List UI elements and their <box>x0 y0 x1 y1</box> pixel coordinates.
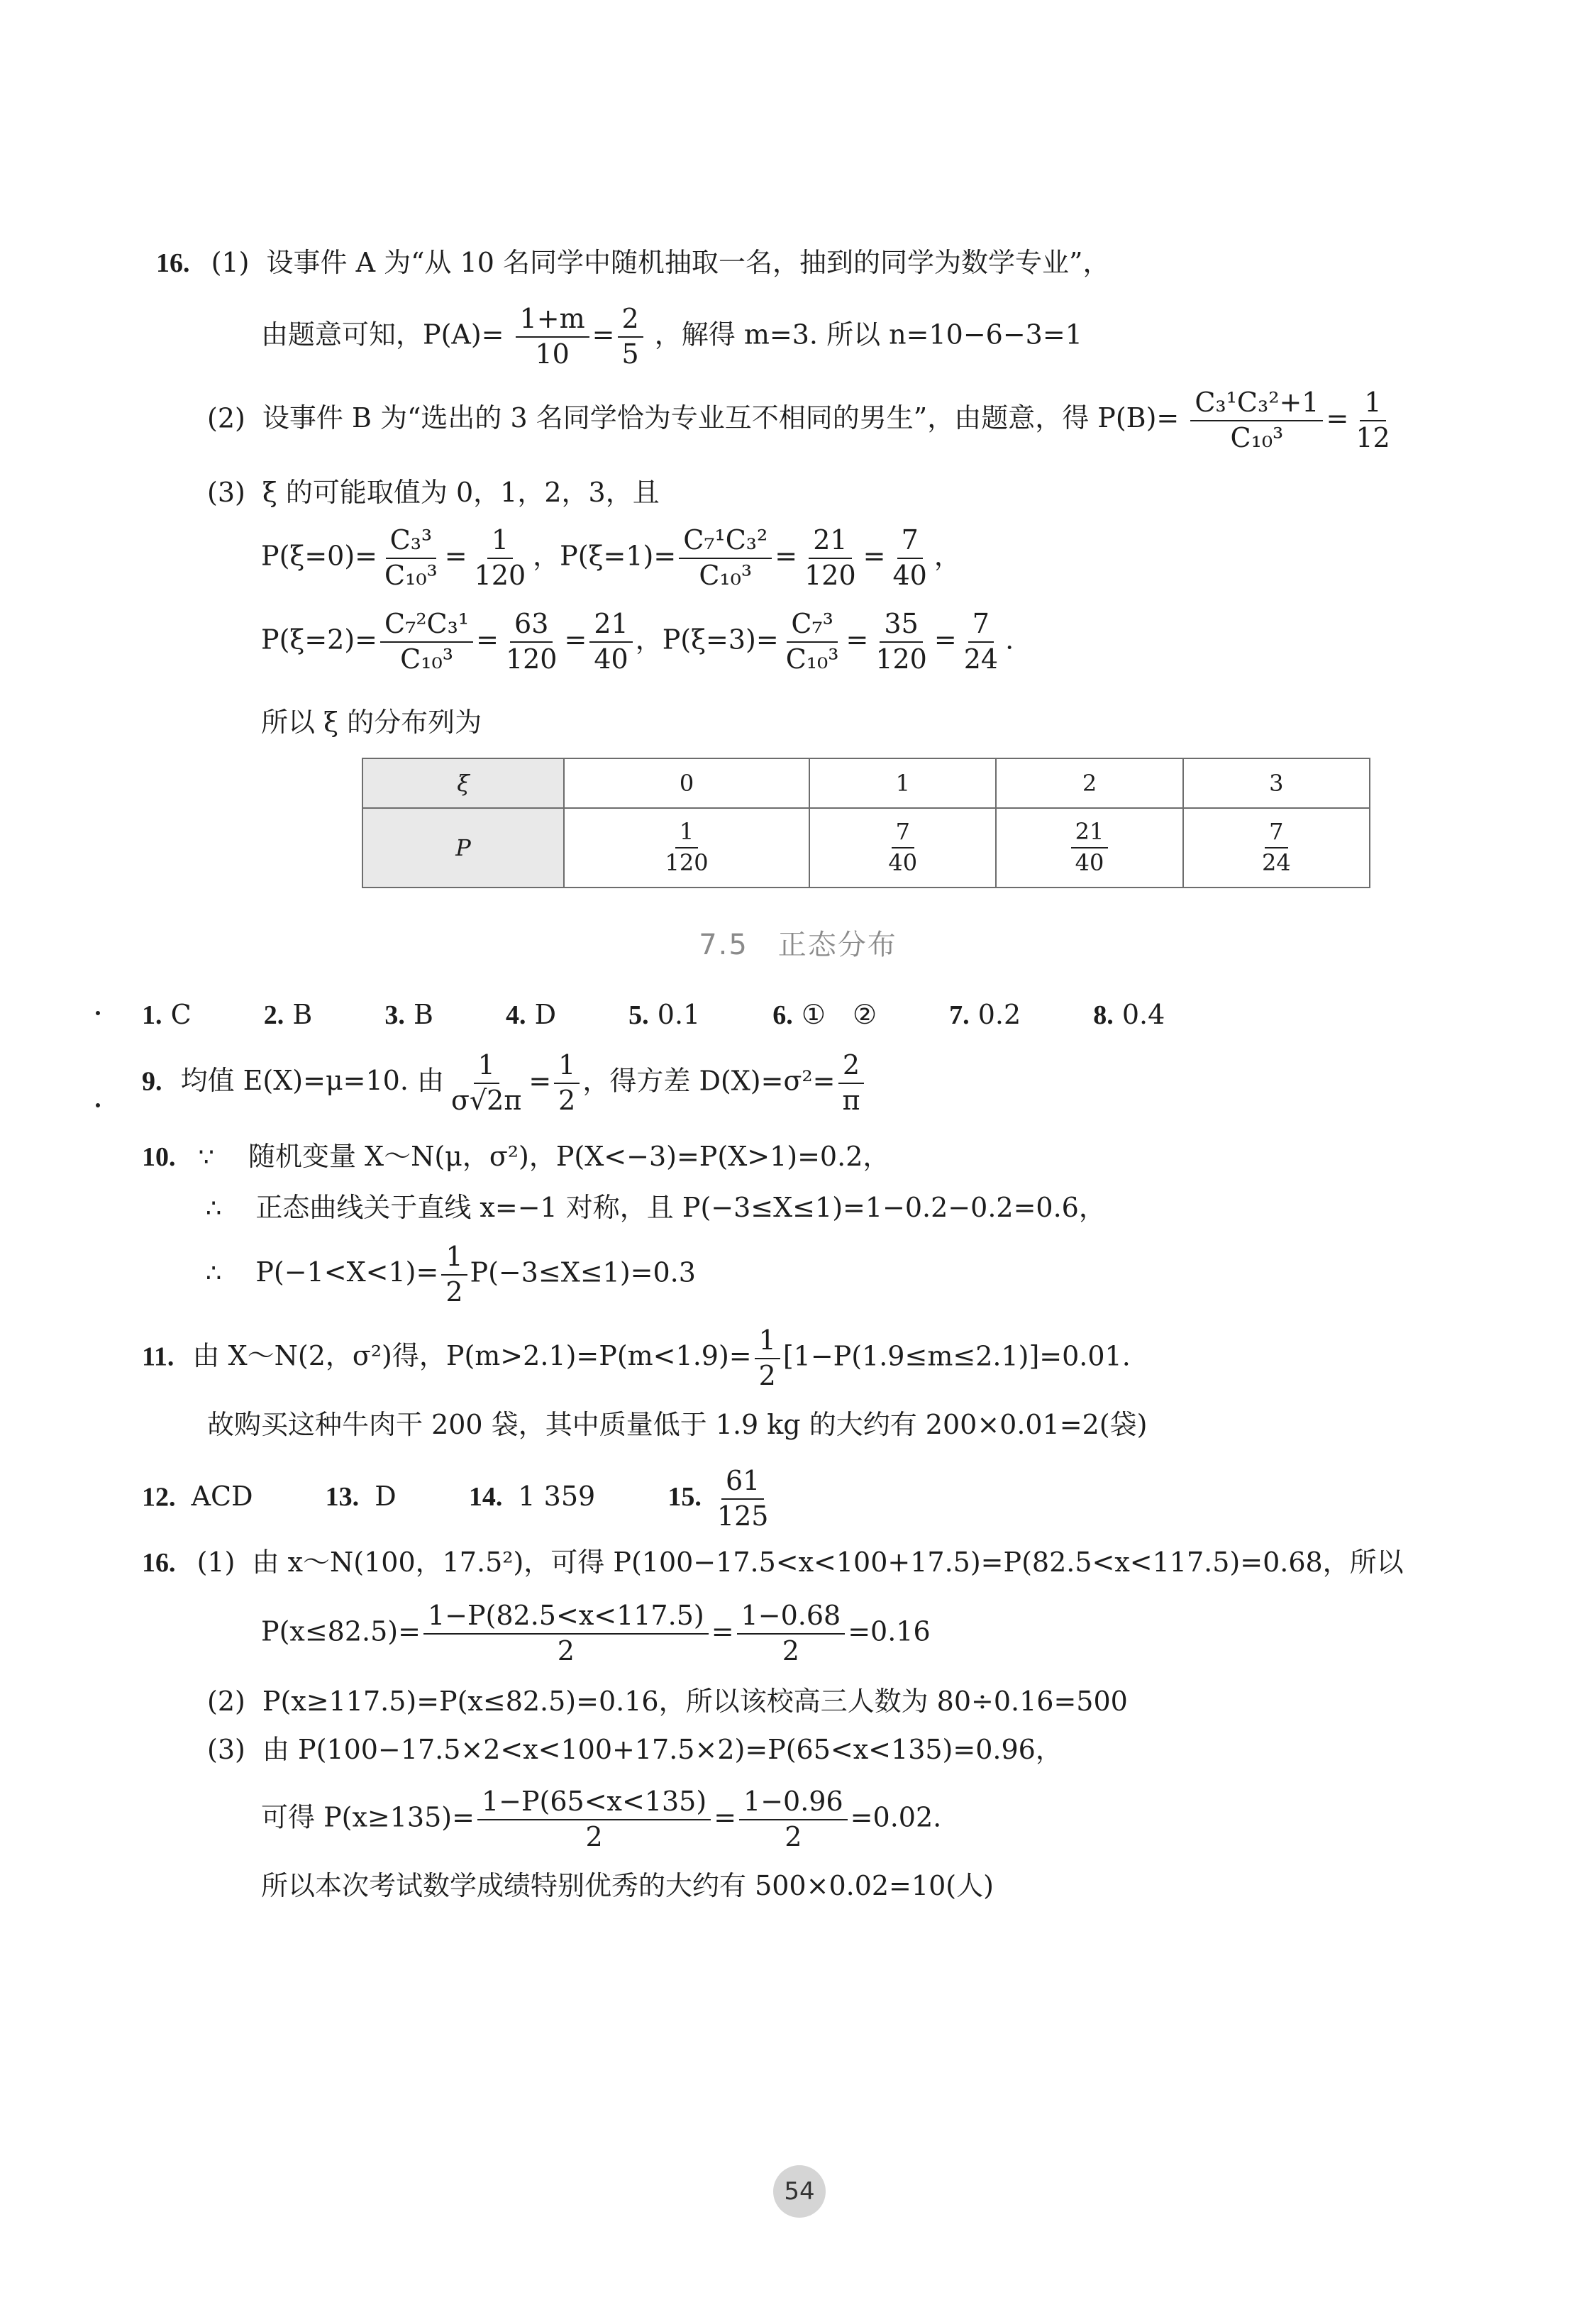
text: ，P(ξ=3)= <box>635 624 779 656</box>
answer: D <box>375 1481 397 1513</box>
question-number: 10. <box>142 1142 176 1172</box>
fraction <box>380 610 473 674</box>
denominator: 40 <box>892 559 927 591</box>
denominator: C₁₀³ <box>400 643 453 675</box>
q10-line2 <box>206 1192 1106 1224</box>
q10-line1 <box>142 1141 890 1174</box>
question-number: 16. <box>142 1548 176 1578</box>
q16b-part1-line1 <box>142 1547 1404 1580</box>
margin-dot <box>96 1103 100 1107</box>
fraction <box>1258 820 1295 875</box>
question-number: 16. <box>156 248 190 278</box>
denominator: 40 <box>594 643 628 675</box>
part-label: (1) <box>211 247 250 278</box>
numerator: 1 <box>441 1243 467 1276</box>
part-label: (1) <box>196 1547 235 1578</box>
question-number: 6. <box>772 1000 793 1030</box>
denominator: 10 <box>535 338 570 370</box>
answer: B <box>292 999 313 1030</box>
fraction <box>618 305 643 369</box>
numerator: 1−P(82.5<x<117.5) <box>423 1602 709 1635</box>
q16b-part3-line3: 所以本次考试数学成绩特别优秀的大约有 500×0.02=10(人) <box>261 1870 994 1901</box>
numerator: 1+m <box>516 305 589 338</box>
fraction <box>447 1051 526 1115</box>
table-row <box>362 808 1370 888</box>
q16a-part2: (2) 设事件 B 为“选出的 3 名同学恰为专业互不相同的男生”，由题意，得 P(B)= $\frac{\text{C₃¹C₃²+1}}{\text{C₁₀³}}$ = $\frac{1}{12}$ <box>207 389 1397 453</box>
denominator: C₁₀³ <box>1230 421 1284 453</box>
table-header-xi: ξ <box>362 758 564 808</box>
text: P(ξ=2)= <box>261 624 378 656</box>
fraction <box>477 1788 711 1852</box>
question-number: 15. <box>667 1482 702 1513</box>
denominator: 120 <box>505 643 558 675</box>
question-number: 12. <box>142 1482 176 1513</box>
q16a-line2: 由题意可知，P(A)= $\frac{1+m}{10}$ = $\frac{2}{5}$ ，解得 m=3. 所以 n=10−6−3=1 <box>261 303 1082 370</box>
table-cell: 0 <box>564 758 809 808</box>
fraction <box>423 1602 709 1666</box>
q16b-part2 <box>207 1686 1128 1718</box>
text: =0.16 <box>848 1615 931 1647</box>
text: 设事件 B 为“选出的 3 名同学恰为专业互不相同的男生”，由题意，得 P(B)= <box>262 402 1180 434</box>
q16a-part3 <box>207 477 660 509</box>
answer: 1 359 <box>518 1481 596 1513</box>
therefore-symbol: ∴ <box>206 1195 222 1223</box>
q16a-part3-line1: P(ξ=0)= $\frac{\text{C₃³}}{\text{C₁₀³}}$ = $\frac{1}{120}$ ，P(ξ=1)= $\frac{\text{C₇¹C₃²}}{\text{C₁₀³}}$ = $\frac{21}{120}$ = $\frac{7}{40}$ ， <box>261 524 961 591</box>
question-number: 5. <box>628 1000 649 1030</box>
numerator: 1 <box>675 820 698 848</box>
denominator: 120 <box>474 559 526 591</box>
answer: B <box>413 999 433 1030</box>
section-title: 7.5 正态分布 <box>699 929 897 961</box>
answer: ① ② <box>801 999 877 1030</box>
numerator: C₃¹C₃²+1 <box>1190 389 1323 421</box>
fraction <box>380 526 442 590</box>
numerator: 63 <box>510 610 553 643</box>
fraction <box>1190 389 1323 453</box>
numerator: 1−P(65<x<135) <box>477 1788 711 1820</box>
q10-line3 <box>206 1243 696 1307</box>
fraction <box>501 610 562 674</box>
question-number: 13. <box>325 1482 360 1513</box>
question-number: 1. <box>142 1000 162 1030</box>
numerator: 1 <box>474 1051 499 1084</box>
question-number: 11. <box>142 1342 174 1372</box>
fraction <box>884 820 921 875</box>
denominator: 125 <box>716 1500 769 1532</box>
denominator: 120 <box>665 849 709 876</box>
text: 可得 P(x≥135)= <box>261 1801 475 1833</box>
distribution-table <box>362 758 1370 888</box>
table-header-p: P <box>362 808 564 888</box>
numerator: 1 <box>554 1051 580 1084</box>
text: =0.02. <box>850 1801 942 1833</box>
numerator: 2 <box>618 305 643 338</box>
answer: 0.1 <box>657 999 701 1030</box>
numerator: 1 <box>1360 389 1385 421</box>
answer: C <box>170 999 192 1030</box>
numerator: 21 <box>1071 820 1109 848</box>
numerator: 7 <box>892 820 914 848</box>
numerator: 1−0.96 <box>739 1788 848 1820</box>
q16b-part3-line1 <box>207 1734 1063 1767</box>
numerator: 7 <box>1265 820 1287 848</box>
text: P(x≥117.5)=P(x≤82.5)=0.16，所以该校高三人数为 80÷0.16=500 <box>262 1686 1128 1717</box>
numerator: C₇¹C₃² <box>679 526 772 559</box>
text: 由 P(100−17.5×2<x<100+17.5×2)=P(65<x<135)=0.96， <box>262 1734 1063 1765</box>
fraction <box>679 526 772 590</box>
text: 由 x～N(100，17.5²)，可得 P(100−17.5<x<100+17.5)=P(82.5<x<117.5)=0.68，所以 <box>252 1547 1404 1578</box>
table-cell <box>809 808 996 888</box>
numerator: 7 <box>897 526 923 559</box>
denominator: π <box>842 1084 860 1116</box>
denominator: 2 <box>445 1276 463 1307</box>
text: 由题意可知，P(A)= <box>261 319 504 350</box>
question-number: 3. <box>384 1000 405 1030</box>
answer: ACD <box>191 1481 253 1513</box>
question-number: 14. <box>468 1482 503 1513</box>
answer: 0.4 <box>1121 999 1165 1030</box>
numerator: 21 <box>589 610 632 643</box>
question-number: 8. <box>1093 1000 1114 1030</box>
q9: 9. 均值 E(X)=μ=10. 由 $\frac{1}{\sigma√2\pi}$ = $\frac{1}{2}$ ，得方差 D(X)=σ²= $\frac{2}{\pi}$ <box>142 1051 867 1115</box>
denominator: 2 <box>557 1635 575 1666</box>
page-number: 54 <box>773 2165 826 2218</box>
fraction <box>838 1051 864 1115</box>
denominator: 120 <box>875 643 927 675</box>
margin-dot <box>96 1011 100 1015</box>
fraction <box>800 526 860 590</box>
fraction <box>516 305 589 369</box>
q11-line2: 故购买这种牛肉干 200 袋，其中质量低于 1.9 kg 的大约有 200×0.01=2(袋) <box>207 1409 1148 1440</box>
denominator: C₁₀³ <box>785 643 839 675</box>
part-label: (2) <box>207 1686 245 1717</box>
denominator: 2 <box>785 1820 802 1852</box>
denominator: C₁₀³ <box>384 559 438 591</box>
fraction <box>871 610 931 674</box>
denominator: 2 <box>782 1635 799 1666</box>
answers-1-8 <box>142 999 1165 1032</box>
question-number: 7. <box>949 1000 970 1030</box>
fraction <box>661 820 713 875</box>
text: ξ 的可能取值为 0，1，2，3，且 <box>262 477 660 508</box>
fraction <box>960 610 1002 674</box>
text: 均值 E(X)=μ=10. 由 <box>180 1065 445 1097</box>
q16b-part1-line2: P(x≤82.5)= $\frac{1-P(82.5<x<117.5)}{2}$ = $\frac{1-0.68}{2}$ =0.16 <box>261 1600 931 1666</box>
denominator: 2 <box>558 1084 576 1116</box>
question-number: 9. <box>142 1066 162 1097</box>
denominator: 5 <box>621 338 639 370</box>
therefore-symbol: ∴ <box>206 1259 222 1288</box>
numerator: C₇³ <box>787 610 838 643</box>
denominator: σ√2π <box>451 1084 522 1116</box>
answers-12-15 <box>142 1467 775 1531</box>
part-label: (2) <box>207 402 245 434</box>
table-cell: 1 <box>809 758 996 808</box>
fraction <box>713 1467 773 1531</box>
fraction <box>1351 389 1394 453</box>
text: ，得方差 D(X)=σ²= <box>582 1065 836 1097</box>
numerator: 1−0.68 <box>737 1602 846 1635</box>
denominator: 12 <box>1356 421 1390 453</box>
numerator: 7 <box>968 610 994 643</box>
denominator: 24 <box>1261 849 1291 876</box>
text: P(x≤82.5)= <box>261 1615 421 1647</box>
numerator: 21 <box>809 526 851 559</box>
table-cell <box>564 808 809 888</box>
numerator: C₇²C₃¹ <box>380 610 473 643</box>
numerator: 1 <box>487 526 513 559</box>
question-number: 2. <box>263 1000 284 1030</box>
text: 随机变量 X～N(μ，σ²)，P(X<−3)=P(X>1)=0.2， <box>248 1141 890 1172</box>
part-label: (3) <box>207 477 245 508</box>
denominator: 24 <box>963 643 999 675</box>
text: 正态曲线关于直线 x=−1 对称，且 P(−3≤X≤1)=1−0.2−0.2=0.6， <box>255 1192 1106 1223</box>
fraction <box>1071 820 1109 875</box>
fraction <box>889 526 931 590</box>
denominator: 2 <box>758 1359 776 1391</box>
denominator: 2 <box>585 1820 603 1852</box>
fraction <box>441 1243 467 1307</box>
denominator: 40 <box>1075 849 1104 876</box>
because-symbol: ∵ <box>198 1144 214 1172</box>
question-number: 4. <box>506 1000 526 1030</box>
denominator: 120 <box>804 559 856 591</box>
table-row <box>362 758 1370 808</box>
fraction <box>755 1327 780 1390</box>
q16a-p1-text: 设事件 A 为“从 10 名同学中随机抽取一名，抽到的同学为数学专业”， <box>266 247 1110 278</box>
text: 由 X～N(2，σ²)得，P(m>2.1)=P(m<1.9)= <box>192 1340 752 1372</box>
table-cell <box>1183 808 1370 888</box>
table-cell: 3 <box>1183 758 1370 808</box>
fraction <box>739 1788 848 1852</box>
text: P(ξ=0)= <box>261 540 378 572</box>
fraction <box>470 526 531 590</box>
answer: D <box>534 999 557 1030</box>
answer: 0.2 <box>977 999 1021 1030</box>
numerator: 1 <box>755 1327 780 1359</box>
table-cell <box>996 808 1182 888</box>
fraction <box>554 1051 580 1115</box>
table-cell: 2 <box>996 758 1182 808</box>
text: P(−1<X<1)= <box>255 1256 439 1288</box>
fraction <box>737 1602 846 1666</box>
q16a-conclusion: 所以 ξ 的分布列为 <box>261 707 482 738</box>
numerator: 35 <box>880 610 922 643</box>
q16b-part3-line2: 可得 P(x≥135)= $\frac{1-P(65<x<135)}{2}$ = $\frac{1-0.96}{2}$ =0.02. <box>261 1786 942 1852</box>
numerator: C₃³ <box>386 526 437 559</box>
numerator: 2 <box>838 1051 864 1084</box>
fraction <box>782 610 843 674</box>
numerator: 61 <box>721 1467 764 1500</box>
part-label: (3) <box>207 1734 245 1765</box>
q11-line1 <box>142 1327 1131 1390</box>
denominator: 40 <box>888 849 918 876</box>
q16a-line1 <box>156 247 1109 280</box>
denominator: C₁₀³ <box>699 559 753 591</box>
text: P(−3≤X≤1)=0.3 <box>470 1256 696 1288</box>
text: [1−P(1.9≤m≤2.1)]=0.01. <box>782 1340 1131 1372</box>
text: ，P(ξ=1)= <box>533 540 677 572</box>
text: ，解得 m=3. 所以 n=10−6−3=1 <box>654 319 1082 350</box>
q16a-part3-line2: P(ξ=2)= $\frac{\text{C₇²C₃¹}}{\text{C₁₀³}}$ = $\frac{63}{120}$ = $\frac{21}{40}$ ，P(ξ=3)= $\frac{\text{C₇³}}{\text{C₁₀³}}$ = $\frac{35}{120}$ = $\frac{7}{24}$ . <box>261 608 1014 675</box>
fraction <box>589 610 632 674</box>
